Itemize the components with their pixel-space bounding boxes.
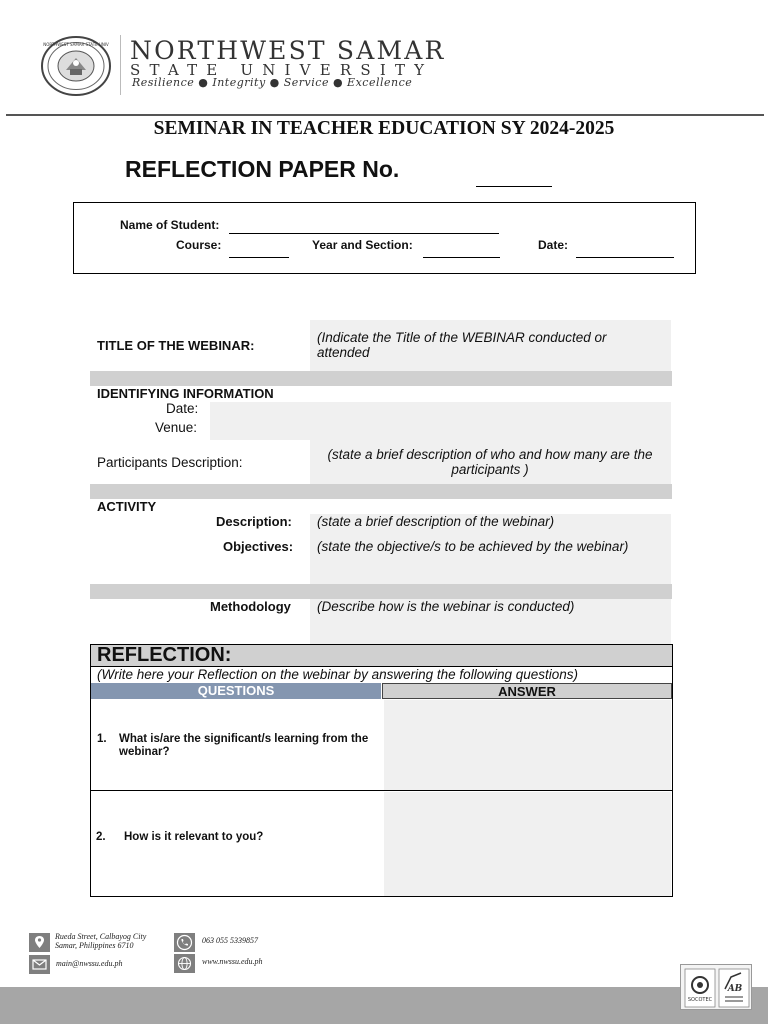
name-label: Name of Student:: [120, 218, 220, 232]
reflection-instruction: (Write here your Reflection on the webinar by answering the following questions): [97, 667, 578, 682]
name-field[interactable]: [229, 233, 499, 234]
date-venue-field[interactable]: [210, 402, 671, 440]
objectives-hint: (state the objective/s to be achieved by the webinar): [317, 539, 629, 554]
objectives-label: Objectives:: [223, 539, 294, 554]
svg-text:NORTHWEST SAMAR STATE UNIV: NORTHWEST SAMAR STATE UNIV: [43, 42, 109, 47]
cert1-text: SOCOTEC: [687, 997, 713, 1003]
section-band: [90, 371, 672, 386]
year-section-field[interactable]: [423, 257, 500, 258]
methodology-label: Methodology: [210, 599, 291, 614]
description-hint: (state a brief description of the webinar): [317, 514, 555, 529]
footer-bar: [0, 987, 768, 1024]
seminar-title: SEMINAR IN TEACHER EDUCATION SY 2024-2025: [153, 118, 615, 139]
address-line1: Rueda Street, Calbayog City: [55, 932, 147, 941]
email-address[interactable]: main@nwssu.edu.ph: [56, 959, 123, 968]
mail-icon: [29, 955, 50, 974]
paper-title: REFLECTION PAPER No.: [125, 156, 400, 182]
answer-header: ANSWER: [382, 683, 672, 699]
methodology-hint: (Describe how is the webinar is conducted): [317, 599, 575, 614]
question-2-number: 2.: [96, 831, 106, 843]
id-date-label: Date:: [166, 401, 199, 416]
section-band: [90, 484, 672, 499]
question-1-number: 1.: [97, 733, 107, 745]
date-field[interactable]: [576, 257, 674, 258]
questions-header: QUESTIONS: [91, 683, 381, 699]
university-seal: [40, 36, 112, 96]
description-label: Description:: [216, 514, 292, 529]
activity-heading: ACTIVITY: [97, 499, 157, 514]
location-icon: [29, 933, 50, 952]
question-1-text: What is/are the significant/s learning from the webinar?: [119, 733, 369, 758]
participants-hint: (state a brief description of who and how many are the participants ): [327, 447, 653, 477]
webinar-title-hint: (Indicate the Title of the WEBINAR conducted or attended: [317, 330, 607, 360]
section-band: [90, 584, 672, 599]
course-label: Course:: [176, 238, 222, 252]
phone-icon: [174, 933, 195, 952]
answer-1-field[interactable]: [384, 700, 671, 790]
globe-icon: [174, 954, 195, 973]
participants-label: Participants Description:: [97, 455, 243, 470]
certification-badges: [680, 964, 752, 1010]
cert2-text: AB: [727, 984, 743, 994]
phone-number: 063 055 5339857: [202, 936, 258, 945]
course-field[interactable]: [229, 257, 289, 258]
address-line2: Samar, Philippines 6710: [55, 941, 134, 950]
answer-2-field[interactable]: [384, 792, 671, 896]
university-name-line2: STATE UNIVERSITY: [130, 61, 434, 79]
table-rule: [91, 790, 672, 791]
header-divider: [120, 35, 121, 95]
university-name-line1: NORTHWEST SAMAR: [130, 36, 446, 65]
university-motto: Resilience ● Integrity ● Service ● Excellence: [132, 76, 413, 89]
webinar-title-label: TITLE OF THE WEBINAR:: [97, 338, 255, 353]
id-venue-label: Venue:: [155, 420, 198, 435]
question-2-text: How is it relevant to you?: [124, 831, 264, 843]
year-section-label: Year and Section:: [312, 238, 413, 252]
identifying-heading: IDENTIFYING INFORMATION: [97, 386, 274, 401]
website-address[interactable]: www.nwssu.edu.ph: [202, 957, 263, 966]
paper-number-blank[interactable]: [476, 186, 552, 187]
date-label: Date:: [538, 238, 569, 252]
reflection-heading: REFLECTION:: [97, 644, 232, 666]
header-rule: [6, 114, 764, 116]
